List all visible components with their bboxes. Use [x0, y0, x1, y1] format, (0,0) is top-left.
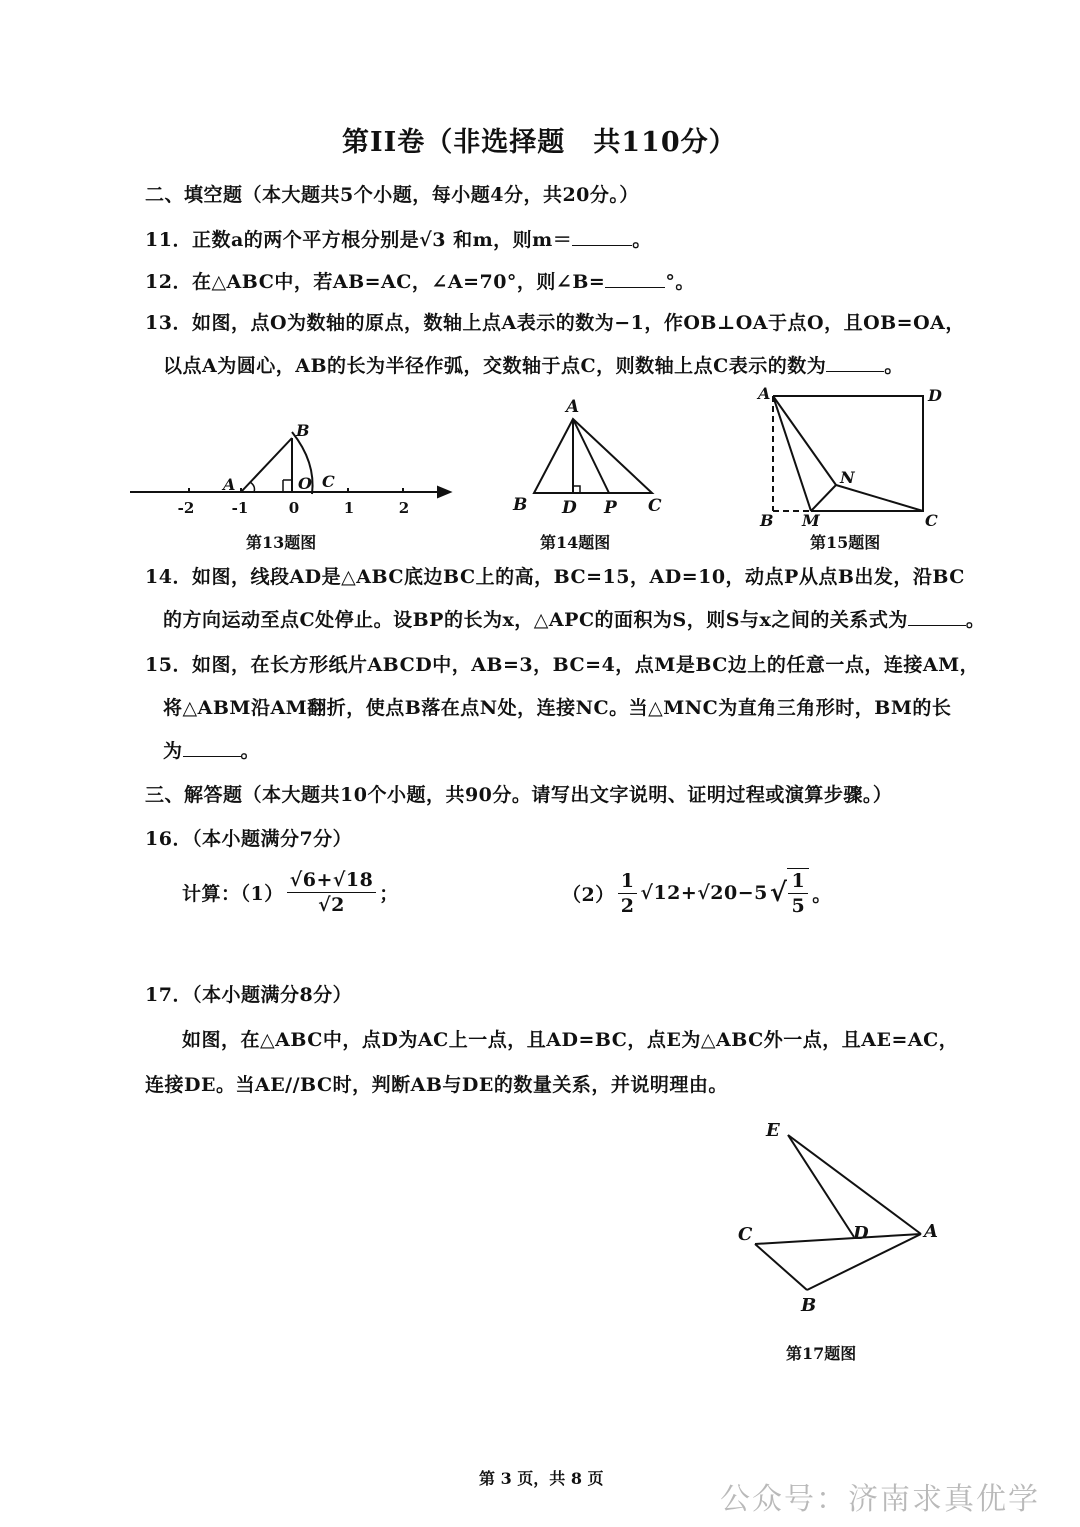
tick-label-2: 2	[398, 499, 410, 517]
label-A: A	[924, 1221, 938, 1242]
label-E: E	[766, 1120, 780, 1141]
label-C: C	[738, 1224, 753, 1245]
q12-end: °。	[665, 271, 695, 293]
question-12	[145, 267, 695, 294]
question-16-header: 16．（本小题满分7分）	[145, 828, 353, 850]
figure-17	[730, 1110, 950, 1325]
label-P: P	[604, 498, 617, 518]
segment-EA	[788, 1135, 921, 1234]
q12-blank	[605, 273, 665, 288]
label-B: B	[760, 511, 774, 530]
question-14-line-1: 14．如图，线段AD是△ABC底边BC上的高，BC=15，AD=10，动点P从点B出发，沿BC	[145, 566, 965, 588]
q16-half-denominator: 2	[620, 894, 635, 917]
label-B: B	[296, 421, 310, 440]
rectangle-sides	[773, 396, 923, 511]
question-11	[145, 225, 652, 252]
label-A: A	[758, 384, 771, 403]
angle-mark-A	[250, 482, 255, 492]
q16-part1-end: ；	[379, 883, 399, 905]
q14-end: 。	[965, 609, 986, 631]
question-15-line-1: 15．如图，在长方形纸片ABCD中，AB=3，BC=4，点M是BC边上的任意一点，连接AM，	[145, 654, 980, 676]
label-D: D	[853, 1223, 869, 1244]
q14-text: 的方向运动至点C处停止。设BP的长为x，△APC的面积为S，则S与x之间的关系式为	[163, 609, 908, 631]
question-15-line-2: 将△ABM沿AM翻折，使点B落在点N处，连接NC。当△MNC为直角三角形时，BM的长	[163, 697, 952, 719]
q11-text: 11．正数a的两个平方根分别是√3 和m，则m＝	[145, 229, 573, 251]
question-17-line-1: 如图，在△ABC中，点D为AC上一点，且AD=BC，点E为△ABC外一点，且AE=AC，	[182, 1029, 959, 1051]
label-D: D	[562, 498, 577, 518]
figure-15-caption: 第15题图	[810, 533, 881, 552]
right-angle-mark	[283, 480, 292, 492]
figure-13	[120, 410, 460, 525]
q16-part1-denominator: √2	[318, 894, 345, 916]
figure-15	[752, 380, 952, 530]
question-13-line-2	[163, 351, 904, 378]
label-N: N	[840, 468, 855, 487]
label-C: C	[322, 472, 335, 491]
segment-AN	[773, 396, 836, 485]
q16-part2-end: 。	[812, 883, 832, 906]
q16-part2-half	[618, 869, 638, 918]
tick-label-0: 0	[288, 499, 300, 517]
q16-radicand-numerator: 1	[788, 869, 808, 894]
q15-end: 。	[240, 740, 261, 762]
q11-blank	[572, 231, 632, 246]
q11-end: 。	[632, 229, 652, 251]
figure-13-caption: 第13题图	[246, 533, 317, 552]
question-17-header: 17．（本小题满分8分）	[145, 984, 353, 1006]
watermark: 公众号：济南求真优学	[720, 1482, 1040, 1517]
label-C: C	[925, 511, 938, 530]
q16-part2-label: （2）	[562, 883, 615, 906]
tick-label-minus-2: -2	[177, 499, 195, 517]
figure-14	[505, 392, 675, 522]
figure-17-caption: 第17题图	[786, 1344, 857, 1363]
segment-AP	[573, 419, 609, 493]
q15-text: 为	[163, 740, 183, 762]
q14-blank	[908, 611, 966, 626]
question-17-line-2: 连接DE。当AE//BC时，判断AB与DE的数量关系，并说明理由。	[145, 1074, 728, 1096]
label-A: A	[223, 475, 236, 494]
label-B: B	[513, 495, 528, 515]
section-2-heading: 二、填空题（本大题共5个小题，每小题4分，共20分。）	[145, 184, 639, 206]
section-3-heading: 三、解答题（本大题共10个小题，共90分。请写出文字说明、证明过程或演算步骤。）	[145, 784, 893, 806]
q16-radicand-denominator: 5	[791, 895, 806, 917]
question-14-line-2	[163, 605, 985, 632]
axis-arrow	[438, 487, 450, 497]
label-C: C	[648, 496, 662, 516]
segment-ED	[788, 1135, 854, 1237]
segment-CA	[755, 1234, 921, 1244]
tick-label-minus-1: -1	[231, 499, 249, 517]
q13-blank	[826, 357, 884, 372]
page-title: 第II卷（非选择题 共110分）	[342, 127, 737, 158]
question-13-line-1: 13．如图，点O为数轴的原点，数轴上点A表示的数为−1，作OB⊥OA于点O，且OB=OA，	[145, 312, 965, 334]
q13-end: 。	[884, 355, 904, 377]
q13-text: 以点A为圆心，AB的长为半径作弧，交数轴于点C，则数轴上点C表示的数为	[163, 355, 827, 377]
label-M: M	[802, 511, 820, 530]
radical-sign-icon: √	[769, 878, 788, 908]
segment-AM	[773, 396, 811, 511]
q12-text: 12．在△ABC中，若AB=AC，∠A=70°，则∠B=	[145, 271, 606, 293]
right-angle-mark	[573, 486, 580, 493]
segment-AB	[241, 438, 292, 492]
q16-calc-label: 计算：（1）	[182, 883, 284, 905]
label-D: D	[928, 386, 942, 405]
segment-NC	[836, 485, 923, 511]
label-O: O	[298, 474, 312, 493]
q16-part2-middle: √12+√20−5	[640, 882, 768, 904]
label-A: A	[566, 397, 580, 417]
page-number: 第 3 页，共 8 页	[479, 1469, 604, 1488]
label-B: B	[801, 1295, 817, 1316]
figure-14-caption: 第14题图	[540, 533, 611, 552]
question-16-part-2	[562, 868, 832, 918]
q16-part1-fraction	[287, 868, 377, 917]
q15-blank	[183, 742, 241, 757]
q16-half-numerator: 1	[618, 869, 638, 894]
q16-part2-radicand	[787, 868, 809, 918]
segment-MN	[811, 485, 836, 511]
question-16-part-1	[182, 868, 399, 917]
q16-part1-numerator: √6+√18	[287, 868, 377, 893]
question-15-line-3	[163, 736, 260, 763]
segment-CB	[755, 1244, 807, 1290]
tick-label-1: 1	[343, 499, 355, 517]
triangle-ABC	[534, 419, 652, 493]
